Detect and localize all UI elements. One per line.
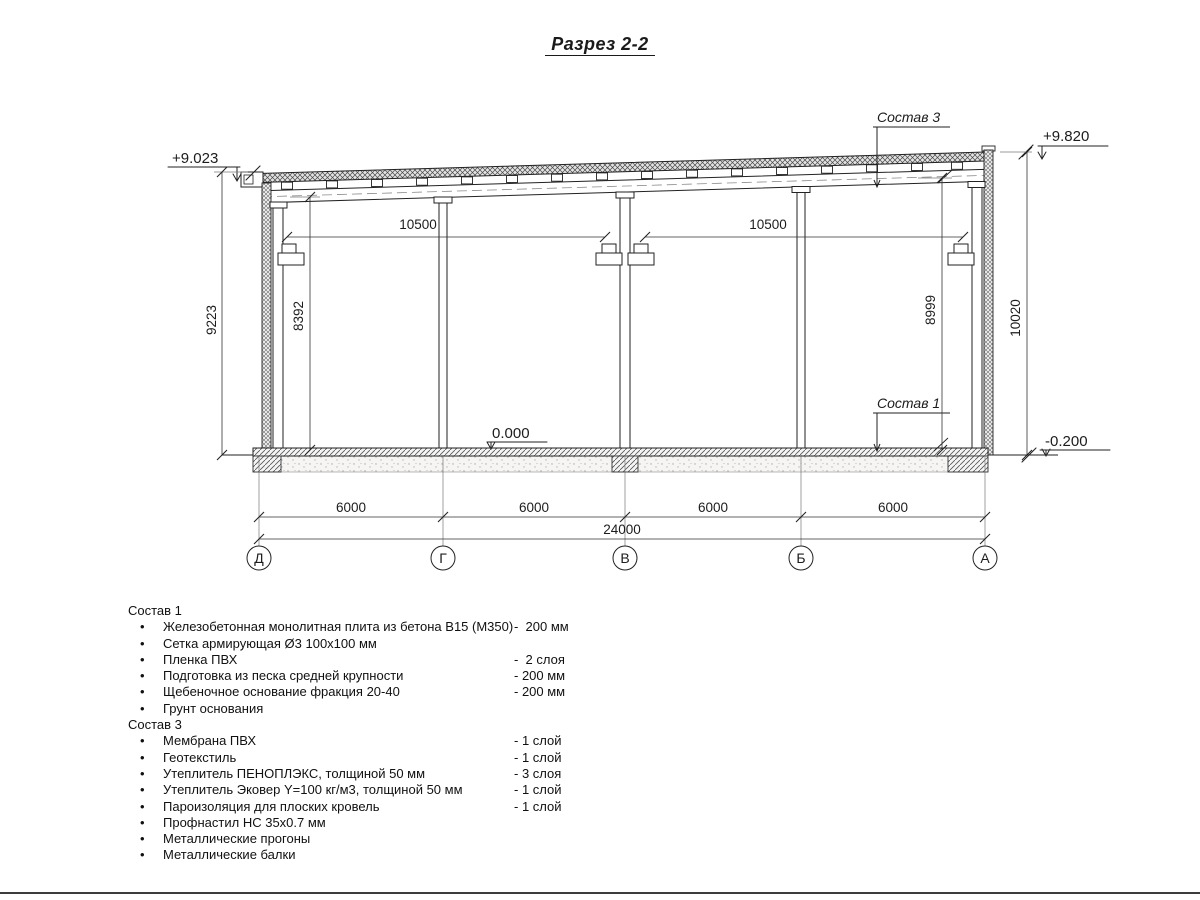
roof-fascia-detail — [244, 175, 253, 184]
legend-item: • Утеплитель ПЕНОПЛЭКС, толщиной 50 мм - 3 слоя — [140, 765, 562, 781]
axis-label-v: В — [620, 550, 630, 566]
bullet-icon: • — [140, 782, 145, 798]
axis-label-b: Б — [796, 550, 806, 566]
legend-item: • Геотекстиль - 1 слой — [140, 749, 562, 765]
bullet-icon: • — [140, 733, 145, 749]
bullet-icon: • — [140, 700, 145, 716]
bullet-icon: • — [140, 635, 145, 651]
left-wall-panel — [262, 183, 271, 450]
elevation-floor — [487, 425, 547, 449]
legend-item: • Металлические прогоны — [140, 831, 311, 847]
bullet-icon: • — [140, 651, 145, 667]
legend-item: • Грунт основания — [140, 700, 264, 716]
elevation-floor-value: 0.000 — [492, 425, 530, 442]
floor-assembly — [222, 448, 1058, 472]
bullet-icon: • — [140, 831, 145, 847]
callout-floor — [873, 395, 950, 451]
dim-total-value: 24000 — [603, 522, 641, 537]
legend-item: • Утеплитель Эковер Y=100 кг/м3, толщиной 50 мм - 1 слой — [140, 782, 562, 798]
dim-bay-4: 6000 — [877, 500, 909, 515]
axis-bubbles — [247, 546, 997, 570]
dim-bay-1: 6000 — [335, 500, 367, 515]
roof-assembly — [241, 152, 985, 203]
elevation-ground-right-value: -0.200 — [1045, 433, 1088, 450]
bullet-icon: • — [140, 814, 145, 830]
legend-heading: Состав 3 — [128, 717, 182, 733]
page-bottom-border — [0, 892, 1200, 894]
bullet-icon: • — [140, 847, 145, 863]
legend-item: • Подготовка из песка средней крупности - 200 мм — [140, 668, 566, 684]
legend-item: • Пароизоляция для плоских кровель - 1 слой — [140, 798, 562, 814]
dim-bay-3: 6000 — [697, 500, 729, 515]
dim-total — [254, 522, 990, 544]
bullet-icon: • — [140, 798, 145, 814]
axis-label-g: Г — [439, 550, 447, 566]
legend-heading: Состав 1 — [128, 603, 182, 618]
dim-clear-left — [290, 192, 320, 455]
drawing-title-text: Разрез 2-2 — [545, 34, 654, 56]
legend-item: • Пленка ПВХ - 2 слоя — [140, 651, 565, 667]
elevation-top-right-value: +9.820 — [1043, 128, 1090, 145]
bullet-icon: • — [140, 668, 145, 684]
dim-span-left-value: 10500 — [399, 217, 437, 232]
legend-item: • Мембрана ПВХ - 1 слой — [140, 733, 562, 749]
legend-item: • Сетка армирующая Ø3 100х100 мм — [140, 635, 377, 651]
column-axis-v — [620, 198, 630, 450]
legend-item: • Профнастил НС 35х0.7 мм — [140, 814, 326, 830]
dim-clear-left-value: 8392 — [291, 300, 306, 332]
dim-clear-right-value: 8999 — [923, 294, 938, 326]
callout-floor-label: Состав 1 — [877, 395, 941, 411]
dim-bay-2: 6000 — [518, 500, 550, 515]
legend-item: • Железобетонная монолитная плита из бетона В15 (М350) - 200 мм — [140, 619, 569, 635]
column-cap-axis-v — [616, 192, 634, 198]
foundation-right — [948, 456, 988, 472]
column-axis-a — [972, 188, 982, 451]
axis-label-d: Д — [254, 550, 264, 566]
composition-legend — [128, 603, 598, 864]
column-cap-axis-a — [968, 182, 985, 188]
bullet-icon: • — [140, 765, 145, 781]
legend-item: • Металлические балки — [140, 847, 296, 863]
callout-roof-label: Состав 3 — [877, 109, 941, 125]
dim-outer-left-value: 9223 — [204, 304, 219, 336]
dim-outer-right — [1000, 147, 1032, 460]
elevation-top-left-value: +9.023 — [172, 150, 219, 167]
dimensions — [204, 147, 1032, 546]
dim-outer-right-value: 10020 — [1008, 299, 1023, 337]
dim-bay-chain — [254, 500, 990, 522]
axis-label-a: А — [980, 550, 990, 566]
elevation-ground-right — [1022, 433, 1110, 462]
foundation-left — [253, 456, 281, 472]
dim-outer-left — [204, 167, 248, 460]
bullet-icon: • — [140, 749, 145, 765]
bullet-icon: • — [140, 619, 145, 635]
dim-span-right-value: 10500 — [749, 217, 787, 232]
column-cap-axis-d — [270, 202, 287, 208]
column-cap-axis-g — [434, 197, 452, 203]
right-wall-panel — [984, 150, 993, 455]
column-axis-b — [797, 193, 805, 451]
elevation-top-right — [1019, 128, 1108, 159]
column-cap-axis-b — [792, 187, 810, 193]
legend-item: • Щебеночное основание фракция 20-40 - 200 мм — [140, 684, 566, 700]
column-axis-g — [439, 203, 447, 450]
bullet-icon: • — [140, 684, 145, 700]
